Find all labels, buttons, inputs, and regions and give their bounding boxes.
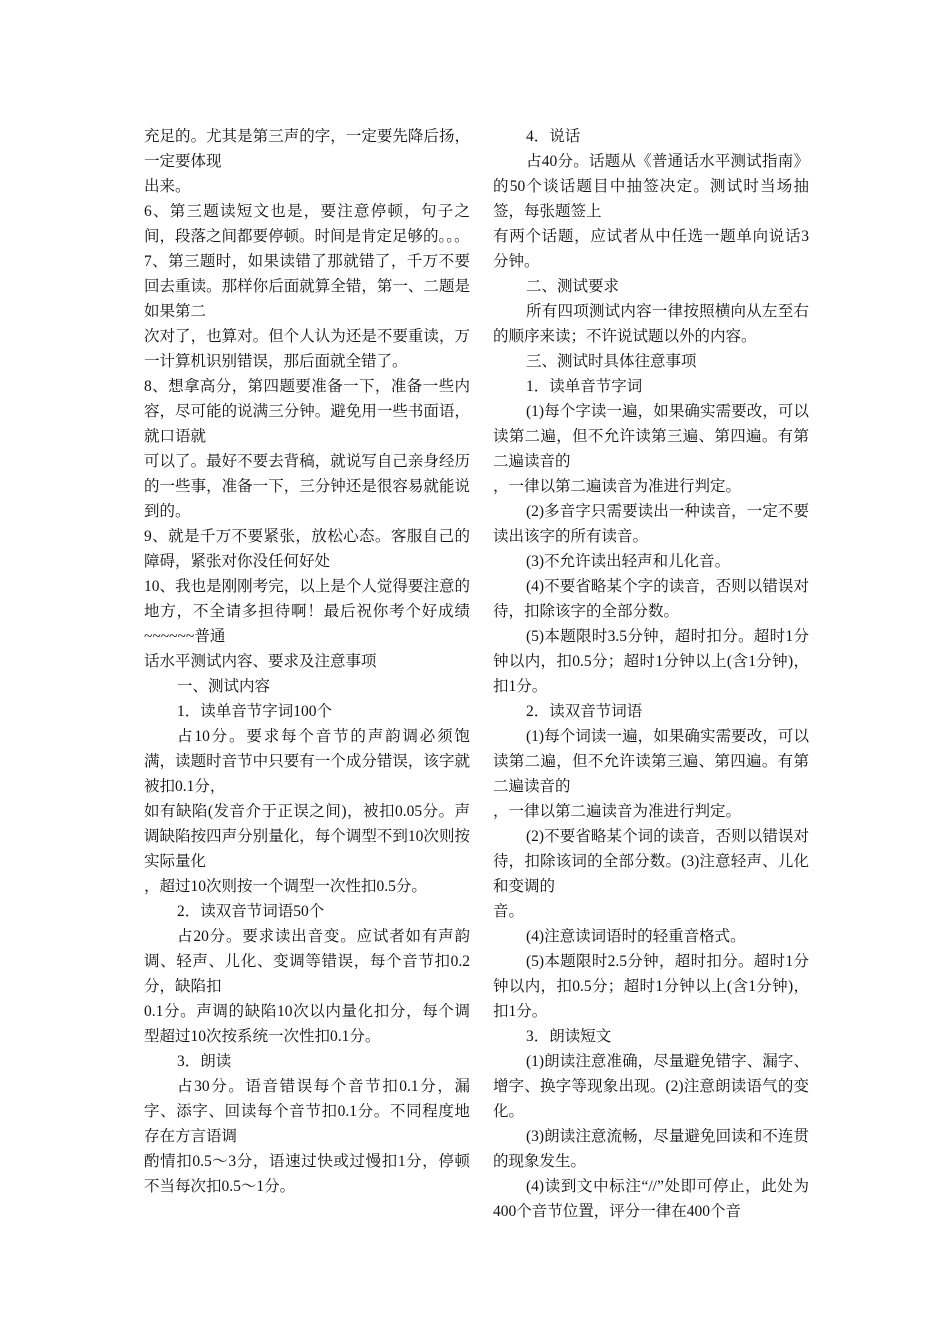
paragraph: 7、第三题时，如果读错了那就错了，千万不要回去重读。那样你后面就算全错，第一、二题是如果第二 bbox=[144, 253, 470, 320]
paragraph: ，一律以第二遍读音为准进行判定。 bbox=[493, 803, 742, 820]
paragraph: 2．读双音节词语50个 bbox=[177, 903, 325, 920]
right-column bbox=[493, 124, 809, 1224]
paragraph: (2)不要省略某个词的读音，否则以错误对待，扣除该词的全部分数。(3)注意轻声、儿化和变调的 bbox=[493, 828, 809, 895]
paragraph: 所有四项测试内容一律按照横向从左至右的顺序来读；不许说试题以外的内容。 bbox=[493, 303, 809, 345]
paragraph: 占30分。语音错误每个音节扣0.1分，漏字、添字、回读每个音节扣0.1分。不同程度地存在方言语调 bbox=[144, 1078, 470, 1145]
paragraph: 1．读单音节字词 bbox=[526, 378, 643, 395]
paragraph: (1)朗读注意准确，尽量避免错字、漏字、增字、换字等现象出现。(2)注意朗读语气的变化。 bbox=[493, 1053, 809, 1120]
paragraph: (4)读到文中标注“//”处即可停止，此处为400个音节位置，评分一律在400个音 bbox=[493, 1178, 809, 1220]
paragraph: 音。 bbox=[493, 903, 525, 920]
paragraph: (4)不要省略某个字的读音，否则以错误对待，扣除该字的全部分数。 bbox=[493, 578, 809, 620]
paragraph: 2．读双音节词语 bbox=[526, 703, 643, 720]
paragraph: 9、就是千万不要紧张，放松心态。客服自己的障碍，紧张对你没任何好处 bbox=[144, 528, 470, 570]
paragraph: 8、想拿高分，第四题要准备一下，准备一些内容，尽可能的说满三分钟。避免用一些书面语，就口语就 bbox=[144, 378, 470, 445]
paragraph: (1)每个词读一遍，如果确实需要改，可以读第二遍，但不允许读第三遍、第四遍。有第二遍读音的 bbox=[493, 728, 809, 795]
paragraph: ，超过10次则按一个调型一次性扣0.5分。 bbox=[144, 878, 427, 895]
paragraph: 占10分。要求每个音节的声韵调必须饱满，读题时音节中只要有一个成分错误，该字就被扣0.1分， bbox=[144, 728, 470, 795]
paragraph: 有两个话题，应试者从中任选一题单向说话3分钟。 bbox=[493, 228, 809, 270]
paragraph: 可以了。最好不要去背稿，就说写自己亲身经历的一些事，准备一下，三分钟还是很容易就能说到的。 bbox=[144, 453, 470, 520]
paragraph: 二、测试要求 bbox=[526, 278, 620, 295]
paragraph: (5)本题限时3.5分钟，超时扣分。超时1分钟以内，扣0.5分；超时1分钟以上(含1分钟)，扣1分。 bbox=[493, 628, 809, 695]
paragraph: 1．读单音节字词100个 bbox=[177, 703, 333, 720]
paragraph: (3)不允许读出轻声和儿化音。 bbox=[526, 553, 731, 570]
paragraph: (4)注意读词语时的轻重音格式。 bbox=[526, 928, 746, 945]
paragraph: 如有缺陷(发音介于正误之间)，被扣0.05分。声调缺陷按四声分别量化，每个调型不到10次则按实际量化 bbox=[144, 803, 470, 870]
paragraph: (5)本题限时2.5分钟，超时扣分。超时1分钟以内，扣0.5分；超时1分钟以上(含1分钟)，扣1分。 bbox=[493, 953, 809, 1020]
paragraph: 4．说话 bbox=[526, 128, 581, 145]
paragraph: 3．朗读短文 bbox=[526, 1028, 612, 1045]
paragraph: (2)多音字只需要读出一种读音，一定不要读出该字的所有读音。 bbox=[493, 503, 809, 545]
paragraph: 充足的。尤其是第三声的字，一定要先降后扬，一定要体现 bbox=[144, 128, 470, 170]
paragraph: 出来。 bbox=[144, 178, 191, 195]
paragraph: (3)朗读注意流畅，尽量避免回读和不连贯的现象发生。 bbox=[493, 1128, 809, 1170]
paragraph: 3．朗读 bbox=[177, 1053, 232, 1070]
paragraph: 6、第三题读短文也是，要注意停顿，句子之间，段落之间都要停顿。时间是肯定足够的。。。 bbox=[144, 203, 470, 245]
paragraph: ，一律以第二遍读音为准进行判定。 bbox=[493, 478, 742, 495]
paragraph: 三、测试时具体往意事项 bbox=[526, 353, 697, 370]
paragraph: 占20分。要求读出音变。应试者如有声韵调、轻声、儿化、变调等错误，每个音节扣0.2分，缺陷扣 bbox=[144, 928, 470, 995]
paragraph: 10、我也是刚刚考完，以上是个人觉得要注意的地方，不全请多担待啊！最后祝你考个好成绩~~~~~~普通 bbox=[144, 578, 470, 645]
paragraph: (1)每个字读一遍，如果确实需要改，可以读第二遍，但不允许读第三遍、第四遍。有第二遍读音的 bbox=[493, 403, 809, 470]
paragraph: 占40分。话题从《普通话水平测试指南》的50个谈话题目中抽签决定。测试时当场抽签，每张题签上 bbox=[493, 153, 809, 220]
paragraph: 一、测试内容 bbox=[177, 678, 271, 695]
paragraph: 酌情扣0.5～3分，语速过快或过慢扣1分，停顿不当每次扣0.5～1分。 bbox=[144, 1153, 470, 1195]
paragraph: 话水平测试内容、要求及注意事项 bbox=[144, 653, 377, 670]
paragraph: 0.1分。声调的缺陷10次以内量化扣分，每个调型超过10次按系统一次性扣0.1分。 bbox=[144, 1003, 470, 1045]
left-column bbox=[144, 124, 470, 1199]
paragraph: 次对了，也算对。但个人认为还是不要重读，万一计算机识别错误，那后面就全错了。 bbox=[144, 328, 470, 370]
